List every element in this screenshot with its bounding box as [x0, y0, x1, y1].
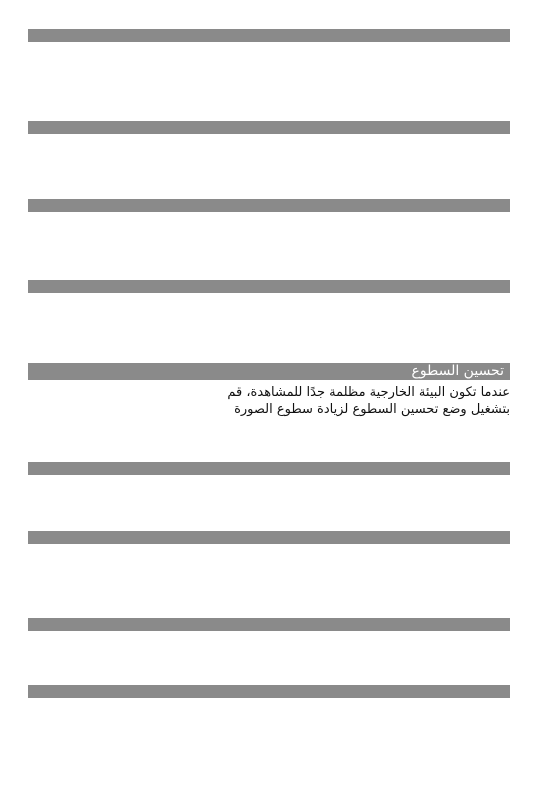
paragraph-line-2: بتشغيل وضع تحسين السطوع لزيادة سطوع الصورة: [234, 402, 510, 417]
section-body: [90, 384, 510, 418]
divider-bar-1: [28, 29, 510, 42]
divider-bar-4: [28, 280, 510, 293]
divider-bar-3: [28, 199, 510, 212]
divider-bar-8: [28, 685, 510, 698]
divider-bar-5: [28, 462, 510, 475]
divider-bar-6: [28, 531, 510, 544]
paragraph-line-1: عندما تكون البيئة الخارجية مظلمة جدًا للمشاهدة، قم: [227, 385, 510, 400]
divider-bar-2: [28, 121, 510, 134]
section-title: تحسين السطوع: [411, 363, 504, 379]
divider-bar-7: [28, 618, 510, 631]
section-header-bar: [28, 363, 510, 380]
